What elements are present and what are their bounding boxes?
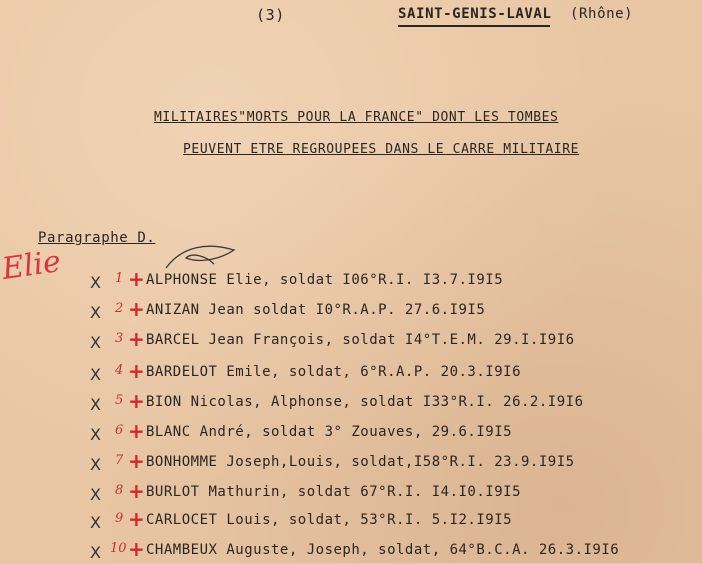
check-mark: X: [90, 395, 101, 414]
check-mark: X: [90, 273, 101, 292]
red-cross-icon: +: [128, 537, 145, 561]
pen-scribble: [162, 240, 242, 274]
entry-row: [0, 419, 702, 446]
entry-number: 2: [115, 301, 124, 316]
entry-number: 6: [115, 423, 124, 438]
check-mark: X: [90, 425, 101, 444]
red-cross-icon: +: [128, 419, 145, 443]
title-line-1: MILITAIRES"MORTS POUR LA FRANCE" DONT LES TOMBES: [154, 110, 559, 125]
check-mark: X: [90, 513, 101, 532]
entry-number: 4: [115, 363, 124, 378]
entry-text: BARCEL Jean François, soldat I4°T.E.M. 29.I.I9I6: [146, 332, 575, 348]
check-mark: X: [90, 485, 101, 504]
red-cross-icon: +: [128, 389, 145, 413]
entry-text: CARLOCET Louis, soldat, 53°R.I. 5.I2.I9I5: [146, 512, 513, 528]
entry-row: [0, 359, 702, 386]
entry-row: [0, 537, 702, 564]
entry-row: [0, 389, 702, 416]
entry-row: [0, 327, 702, 354]
entry-row: [0, 449, 702, 476]
red-cross-icon: +: [128, 449, 145, 473]
town-name: SAINT-GENIS-LAVAL: [398, 6, 552, 22]
entry-text: BURLOT Mathurin, soldat 67°R.I. I4.I0.I9I5: [146, 484, 522, 500]
entry-text: BION Nicolas, Alphonse, soldat I33°R.I. 26.2.I9I6: [146, 394, 584, 410]
red-cross-icon: +: [128, 297, 145, 321]
red-cross-icon: +: [128, 327, 145, 351]
check-mark: X: [90, 333, 101, 352]
department-name: (Rhône): [570, 6, 634, 22]
entry-number: 9: [115, 511, 124, 526]
entry-row: [0, 297, 702, 324]
check-mark: X: [90, 303, 101, 322]
margin-note: Elie: [0, 244, 63, 287]
town-underline: [398, 25, 550, 27]
entry-text: ALPHONSE Elie, soldat I06°R.I. I3.7.I9I5: [146, 272, 504, 288]
entry-row: [0, 267, 702, 294]
check-mark: X: [90, 365, 101, 384]
entry-text: ANIZAN Jean soldat I0°R.A.P. 27.6.I9I5: [146, 302, 486, 318]
red-cross-icon: +: [128, 267, 145, 291]
red-cross-icon: +: [128, 507, 145, 531]
entry-row: [0, 479, 702, 506]
entry-text: BONHOMME Joseph,Louis, soldat,I58°R.I. 23.9.I9I5: [146, 454, 575, 470]
page-number: (3): [256, 6, 285, 24]
red-cross-icon: +: [128, 479, 145, 503]
check-mark: X: [90, 543, 101, 562]
red-cross-icon: +: [128, 359, 145, 383]
entry-number: 1: [115, 271, 124, 286]
entry-number: 3: [115, 331, 124, 346]
entry-number: 7: [115, 453, 124, 468]
entry-text: BLANC André, soldat 3° Zouaves, 29.6.I9I5: [146, 424, 513, 440]
section-label: Paragraphe D.: [38, 230, 156, 246]
title-line-2: PEUVENT ETRE REGROUPEES DANS LE CARRE MILITAIRE: [183, 142, 580, 157]
entry-number: 5: [115, 393, 124, 408]
entry-text: CHAMBEUX Auguste, Joseph, soldat, 64°B.C.A. 26.3.I9I6: [146, 542, 620, 558]
entry-number: 10: [110, 541, 127, 556]
entry-number: 8: [115, 483, 124, 498]
check-mark: X: [90, 455, 101, 474]
entry-text: BARDELOT Emile, soldat, 6°R.A.P. 20.3.I9I6: [146, 364, 522, 380]
entry-row: [0, 507, 702, 534]
